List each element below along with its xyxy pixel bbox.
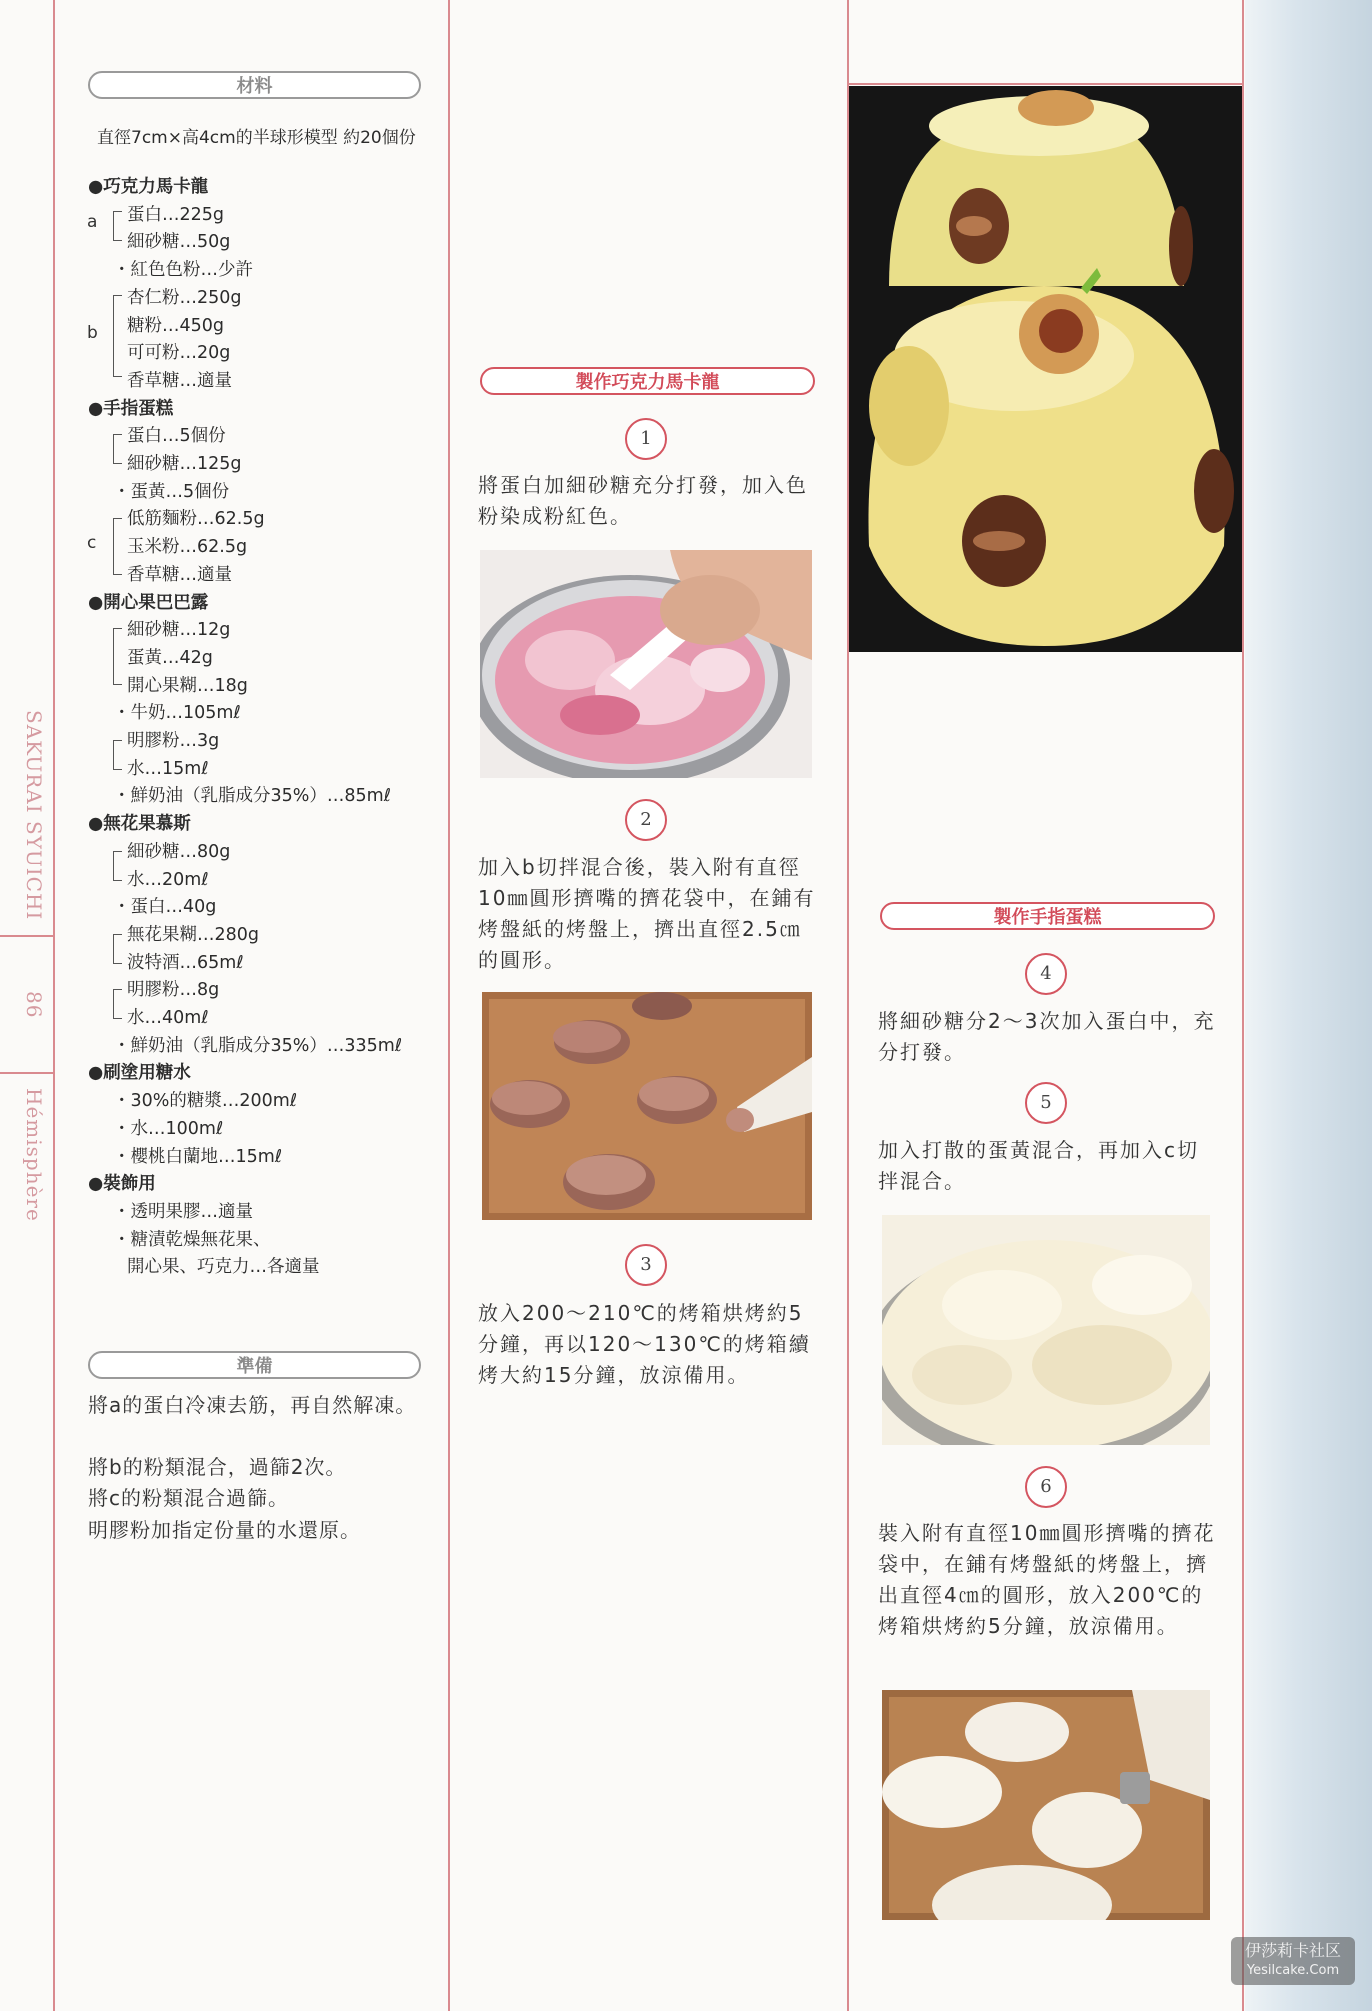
spine-divider-2 bbox=[0, 1072, 55, 1074]
column-rule-left bbox=[53, 0, 55, 2011]
step-5-number: 5 bbox=[1025, 1082, 1067, 1124]
ingredient-item: ・蛋黃…5個份 bbox=[113, 481, 230, 502]
ingredient-item: 香草糖…適量 bbox=[127, 370, 232, 391]
bracket-syrup-mousse bbox=[113, 851, 122, 881]
ingredient-item: 開心果、巧克力…各適量 bbox=[127, 1257, 320, 1278]
bracket-egg bbox=[113, 434, 122, 464]
ingredient-item: 無花果糊…280g bbox=[127, 924, 260, 945]
photo-piped-macarons bbox=[482, 992, 812, 1220]
bracket-b bbox=[113, 295, 122, 377]
bracket-gelatin-2 bbox=[113, 989, 122, 1019]
ingredient-item: ・牛奶…105mℓ bbox=[113, 703, 241, 724]
step-3-text: 放入200～210℃的烤箱烘烤約5分鐘，再以120～130℃的烤箱續烤大約15分鐘，放涼備用。 bbox=[478, 1301, 811, 1387]
group-letter-b: b bbox=[87, 323, 98, 343]
step-3-number: 3 bbox=[625, 1244, 667, 1286]
ingredient-item: 蛋白…5個份 bbox=[127, 426, 226, 447]
group-letter-c: c bbox=[87, 533, 97, 553]
prep-heading: 準備 bbox=[88, 1351, 421, 1379]
ingredient-item: 玉米粉…62.5g bbox=[127, 537, 248, 558]
ingredient-group-heading: ●刷塗用糖水 bbox=[88, 1063, 191, 1084]
ingredient-group-heading: ●裝飾用 bbox=[88, 1174, 156, 1195]
column-rule-3 bbox=[1242, 0, 1244, 2011]
photo-sponge-batter bbox=[882, 1215, 1210, 1445]
bracket-a bbox=[113, 211, 122, 241]
watermark-line-2: Yesilcake.Com bbox=[1246, 1963, 1340, 1978]
ingredient-item: 水…15mℓ bbox=[127, 758, 209, 779]
group-letter-a: a bbox=[87, 212, 98, 232]
ingredient-item: ・水…100mℓ bbox=[113, 1118, 224, 1139]
ingredient-item: 細砂糖…125g bbox=[127, 454, 242, 474]
prep-line-2: 將b的粉類混合，過篩2次。 bbox=[88, 1455, 347, 1479]
ingredient-item: 波特酒…65mℓ bbox=[127, 952, 244, 973]
step-5-text: 加入打散的蛋黃混合，再加入c切拌混合。 bbox=[878, 1138, 1199, 1193]
recipe-title: Hémisphère bbox=[22, 1088, 46, 1222]
prep-line-3: 將c的粉類混合過篩。 bbox=[88, 1486, 289, 1510]
ingredient-item: 低筋麵粉…62.5g bbox=[127, 509, 265, 530]
ingredient-item: 蛋白…225g bbox=[127, 204, 225, 225]
ingredient-item: 香草糖…適量 bbox=[127, 564, 232, 585]
ingredient-item: 可可粉…20g bbox=[127, 343, 231, 364]
ingredient-item: ・鮮奶油（乳脂成分35%）…85mℓ bbox=[113, 786, 391, 807]
ingredient-item: ・蛋白…40g bbox=[113, 897, 217, 918]
mold-size: 直徑7cm×高4cm的半球形模型 約20個份 bbox=[97, 128, 416, 148]
page-edge bbox=[1245, 0, 1372, 2011]
page-number: 86 bbox=[22, 991, 46, 1019]
ingredient-item: 開心果糊…18g bbox=[127, 675, 248, 696]
step-6-number: 6 bbox=[1025, 1466, 1067, 1508]
materials-heading: 材料 bbox=[88, 71, 421, 99]
step-1-text: 將蛋白加細砂糖充分打發，加入色粉染成粉紅色。 bbox=[478, 473, 808, 528]
step-2-number: 2 bbox=[625, 799, 667, 841]
ingredient-item: 細砂糖…50g bbox=[127, 232, 231, 253]
ingredient-item: 細砂糖…80g bbox=[127, 841, 231, 862]
ingredient-group-heading: ●無花果慕斯 bbox=[88, 814, 191, 835]
photo-pink-meringue bbox=[480, 550, 812, 778]
ingredient-item: ・紅色色粉…少許 bbox=[113, 260, 253, 281]
ingredient-item: 水…40mℓ bbox=[127, 1008, 209, 1028]
step-1-number: 1 bbox=[625, 418, 667, 460]
ingredient-group-heading: ●巧克力馬卡龍 bbox=[88, 177, 209, 197]
photo-piped-sponge bbox=[882, 1690, 1210, 1920]
step-6-text: 裝入附有直徑10㎜圓形擠嘴的擠花袋中，在鋪有烤盤紙的烤盤上，擠出直徑4㎝的圓形，放入200℃的烤箱烘烤約5分鐘，放涼備用。 bbox=[878, 1521, 1216, 1638]
author-name: SAKURAI SYUICHI bbox=[22, 709, 46, 921]
ingredient-item: 細砂糖…12g bbox=[127, 620, 231, 641]
bracket-gelatin-1 bbox=[113, 740, 122, 770]
ingredient-item: 糖粉…450g bbox=[127, 315, 225, 336]
prep-line-4: 明膠粉加指定份量的水還原。 bbox=[88, 1518, 361, 1542]
bracket-c bbox=[113, 518, 122, 575]
step-4-text: 將細砂糖分2～3次加入蛋白中，充分打發。 bbox=[878, 1009, 1216, 1064]
bracket-babarois bbox=[113, 628, 122, 685]
ingredient-item: ・櫻桃白蘭地…15mℓ bbox=[113, 1146, 283, 1167]
ingredient-item: 明膠粉…3g bbox=[127, 731, 220, 751]
prep-line-1: 將a的蛋白冷凍去筋，再自然解凍。 bbox=[88, 1393, 417, 1417]
ingredient-group-heading: ●開心果巴巴露 bbox=[88, 592, 209, 613]
ingredient-item: ・糖漬乾燥無花果、 bbox=[113, 1229, 271, 1250]
ingredient-item: 蛋黃…42g bbox=[127, 647, 213, 668]
watermark bbox=[1231, 1937, 1355, 1985]
bracket-fig bbox=[113, 934, 122, 964]
ingredient-item: ・透明果膠…適量 bbox=[113, 1201, 253, 1222]
ingredient-item: 水…20mℓ bbox=[127, 869, 209, 890]
column-rule-1 bbox=[448, 0, 450, 2011]
sponge-heading: 製作手指蛋糕 bbox=[880, 902, 1215, 930]
ingredient-item: 杏仁粉…250g bbox=[127, 287, 242, 308]
ingredient-item: ・30%的糖漿…200mℓ bbox=[113, 1091, 298, 1112]
watermark-line-1: 伊莎莉卡社区 bbox=[1244, 1941, 1341, 1960]
step-4-number: 4 bbox=[1025, 953, 1067, 995]
ingredient-group-heading: ●手指蛋糕 bbox=[88, 398, 174, 419]
macaron-heading: 製作巧克力馬卡龍 bbox=[480, 367, 815, 395]
step-2-text: 加入b切拌混合後，裝入附有直徑10㎜圓形擠嘴的擠花袋中，在鋪有烤盤紙的烤盤上，擠出直徑2.5㎝的圓形。 bbox=[478, 855, 816, 972]
top-rule-right bbox=[847, 83, 1244, 85]
ingredient-item: ・鮮奶油（乳脂成分35%）…335mℓ bbox=[113, 1035, 403, 1056]
ingredient-item: 明膠粉…8g bbox=[127, 980, 220, 1001]
photo-hemisphere-cake bbox=[849, 86, 1242, 652]
spine-divider-1 bbox=[0, 935, 55, 937]
